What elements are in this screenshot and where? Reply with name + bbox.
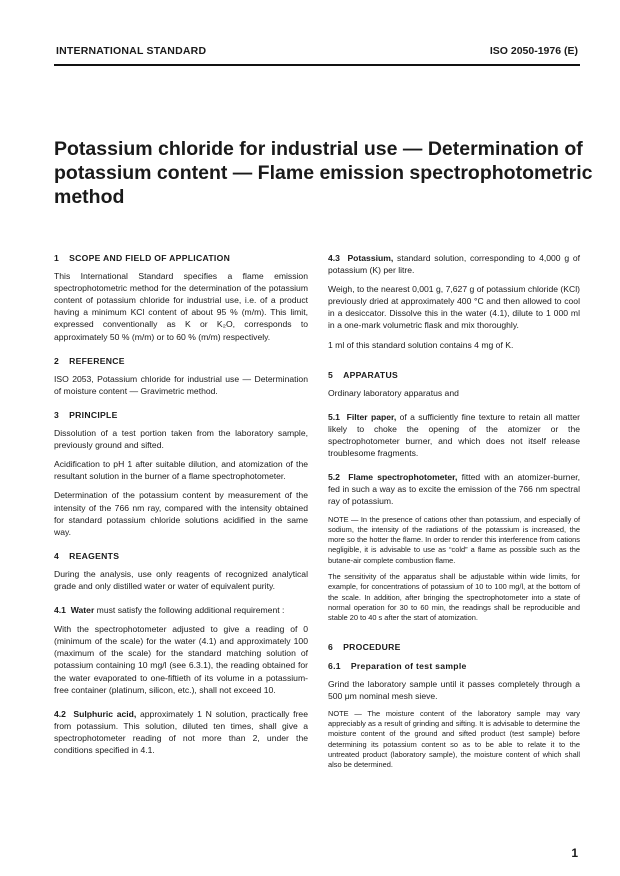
section-4-1-requirement: With the spectrophotometer adjusted to give a reading of 0 (minimum of the scale) for the water (4.1) and approximately 100 (maximum of the scale) for the standard matching solution of potassium containing 10 mg/l (see 6.3.1), the reading obtained for the water evaporated to one-fiftieth of its volume in a potassium-free container (platinum, silicon, etc.), shall not exceed 10. bbox=[54, 624, 308, 695]
section-4-text: During the analysis, use only reagents of recognized analytical grade and only distilled water or water of equivalent purity. bbox=[54, 568, 308, 591]
note-flame-interference: NOTE — In the presence of cations other than potassium, and especially of sodium, the intensity of the radiations of the potassium is increased, the more so the hotter the flame. In order to render this interference from cations negligible, it is advisable to use as “cold” a flame as possible such as the butane-air complete combustion flame. bbox=[328, 514, 580, 565]
page-number: 1 bbox=[571, 846, 578, 860]
right-column bbox=[328, 252, 580, 777]
section-3-para-2: Acidification to pH 1 after suitable dilution, and atomization of the resultant solution in the burner of a flame spectrophotometer. bbox=[54, 459, 308, 482]
section-5-2-text: 5.2 Flame spectrophotometer, fitted with an atomizer-burner, fed in such a way as to excite the emission of the 766 nm spectral ray of potassium. bbox=[328, 472, 581, 507]
section-6-1-heading: 6.1 Preparation of test sample bbox=[328, 660, 467, 671]
section-2-text: ISO 2053, Potassium chloride for industrial use — Determination of moisture content — Gravimetric method. bbox=[54, 373, 308, 396]
header-standard-number: ISO 2050-1976 (E) bbox=[489, 45, 578, 57]
section-3-para-1: Dissolution of a test portion taken from the laboratory sample, previously ground and sifted. bbox=[54, 428, 308, 451]
section-5-1-text: 5.1 Filter paper, of a sufficiently fine texture to retain all matter likely to choke the opening of the atomizer or the spectrophotometer burner, and which does not itself release troublesome fragments. bbox=[328, 411, 580, 459]
section-6-heading: 6 PROCEDURE bbox=[328, 642, 401, 653]
section-3-para-3: Determination of the potassium content by measurement of the intensity of the 766 nm ray, compared with the intensity obtained for standard potassium chloride solutions acidified in the same way. bbox=[54, 490, 308, 537]
section-2-heading: 2 REFERENCE bbox=[54, 355, 125, 366]
header-standard-label: INTERNATIONAL STANDARD bbox=[56, 45, 207, 57]
section-1-heading: 1 SCOPE AND FIELD OF APPLICATION bbox=[54, 253, 231, 263]
document-title: Potassium chloride for industrial use — Determination of potassium content — Flame emission spectrophotometric method bbox=[54, 138, 593, 208]
section-4-heading: 4 REAGENTS bbox=[54, 550, 120, 561]
section-5-heading: 5 APPARATUS bbox=[328, 369, 398, 380]
section-4-1-text: 4.1 Water must satisfy the following additional requirement : bbox=[54, 605, 285, 616]
note-moisture: NOTE — The moisture content of the laboratory sample may vary appreciably as a result of grinding and sifting. It is advisable to determine the moisture content of the ground and sifted product (test sample) before determining its potassium content so as to be able to relate it to the untreated product (laboratory sample), the moisture content of which shall also be determined. bbox=[328, 708, 580, 770]
note-sensitivity: The sensitivity of the apparatus shall be adjustable within wide limits, for example, for concentrations of potassium of 10 to 100 mg/l, at the bottom of the scale. In addition, after bringing the spectrophotometer into a state of normal operation for 30 to 60 min, the readings shall be reproducible and stable 20 to 40 s after the start of atomization. bbox=[328, 571, 580, 623]
section-4-3-procedure: Weigh, to the nearest 0,001 g, 7,627 g of potassium chloride (KCl) previously dried at approximately 400 °C and then allowed to cool in a desiccator. Dissolve this in the water (4.1), dilute to 1 000 ml in a one-mark volumetric flask and mix thoroughly. bbox=[328, 284, 580, 331]
section-4-3-concentration: 1 ml of this standard solution contains 4 mg of K. bbox=[328, 339, 514, 350]
section-1-text: This International Standard specifies a flame emission spectrophotometric method for the determination of the potassium content of potassium chloride for industrial use, i.e. of a product having a minimum KCl content of about 95 % (m/m). This limit, expressed conventionally as K or K₂O, corresponds to approximately 50 % (m/m) or to 60 % (m/m) respectively. bbox=[54, 271, 308, 342]
section-6-1-text: Grind the laboratory sample until it passes completely through a 500 μm nominal mesh sieve. bbox=[328, 678, 580, 701]
section-3-heading: 3 PRINCIPLE bbox=[54, 409, 118, 420]
page-header bbox=[54, 42, 580, 66]
section-4-3-text: 4.3 Potassium, standard solution, corresponding to 4,000 g of potassium (K) per litre. bbox=[328, 253, 580, 276]
left-column bbox=[54, 252, 308, 763]
section-5-text: Ordinary laboratory apparatus and bbox=[328, 387, 459, 398]
section-4-2-text: 4.2 Sulphuric acid, approximately 1 N solution, practically free from potassium. This solution, diluted ten times, shall give a spectrophotometer reading of not more than 2, under the conditions specified in 4.1. bbox=[54, 708, 308, 755]
